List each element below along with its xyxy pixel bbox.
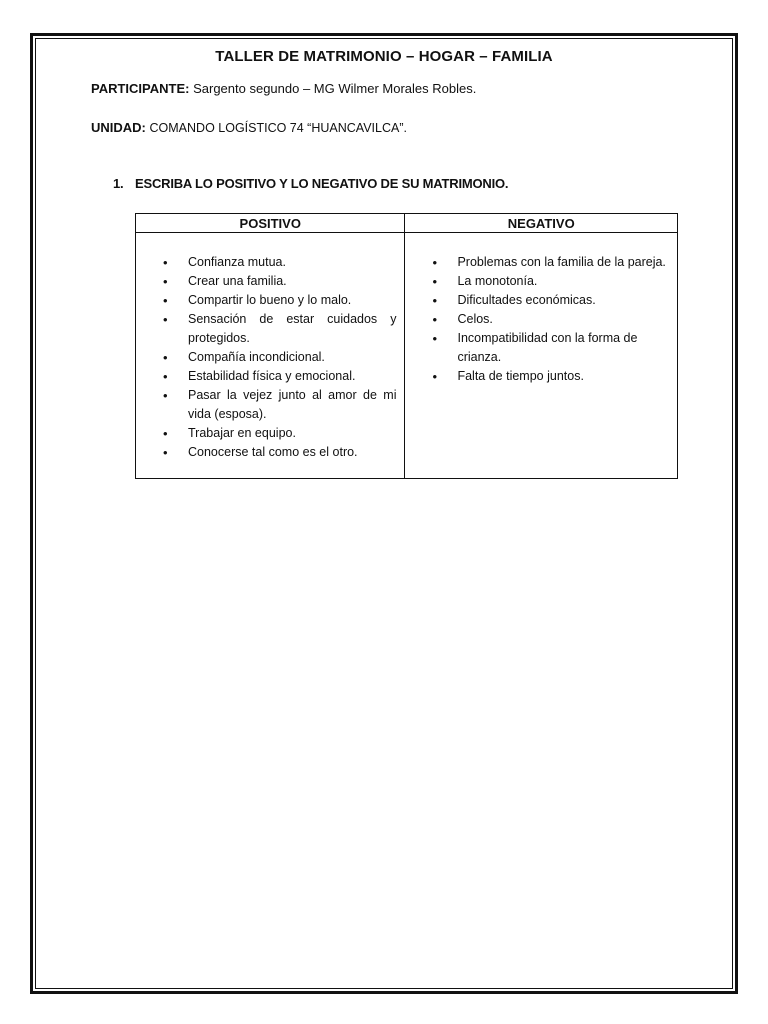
header-negative: NEGATIVO xyxy=(405,214,678,233)
question-text: ESCRIBA LO POSITIVO Y LO NEGATIVO DE SU MATRIMONIO. xyxy=(135,176,509,191)
list-item: • Sensación de estar cuidados y protegidos. xyxy=(144,310,396,348)
header-positive: POSITIVO xyxy=(136,214,405,233)
participant-value: Sargento segundo – MG Wilmer Morales Robles. xyxy=(193,81,477,96)
list-item: • Celos. xyxy=(413,310,669,329)
unit-value: COMANDO LOGÍSTICO 74 “HUANCAVILCA”. xyxy=(149,121,407,135)
list-item: • Compañía incondicional. xyxy=(144,348,396,367)
positive-list xyxy=(144,253,396,462)
list-item: • Problemas con la familia de la pareja. xyxy=(413,253,669,272)
list-item: • Incompatibilidad con la forma de crianza. xyxy=(413,329,669,367)
list-item: • Pasar la vejez junto al amor de mi vida (esposa). xyxy=(144,386,396,424)
table-header-row xyxy=(136,214,678,233)
list-item: • Confianza mutua. xyxy=(144,253,396,272)
list-item: • Trabajar en equipo. xyxy=(144,424,396,443)
participant-line xyxy=(91,81,476,96)
question-number: 1. xyxy=(113,176,124,191)
table-row xyxy=(136,233,678,479)
list-item: • Falta de tiempo juntos. xyxy=(413,367,669,386)
negative-cell xyxy=(405,233,678,479)
list-item: • La monotonía. xyxy=(413,272,669,291)
list-item: • Estabilidad física y emocional. xyxy=(144,367,396,386)
unit-line xyxy=(91,120,407,135)
positive-cell xyxy=(136,233,405,479)
list-item: • Crear una familia. xyxy=(144,272,396,291)
question-1 xyxy=(113,176,508,191)
document-title: TALLER DE MATRIMONIO – HOGAR – FAMILIA xyxy=(215,48,553,65)
unit-label: UNIDAD: xyxy=(91,120,146,135)
participant-label: PARTICIPANTE: xyxy=(91,81,190,96)
list-item: • Dificultades económicas. xyxy=(413,291,669,310)
positive-negative-table xyxy=(135,213,678,479)
list-item: • Compartir lo bueno y lo malo. xyxy=(144,291,396,310)
list-item: • Conocerse tal como es el otro. xyxy=(144,443,396,462)
negative-list xyxy=(413,253,669,386)
